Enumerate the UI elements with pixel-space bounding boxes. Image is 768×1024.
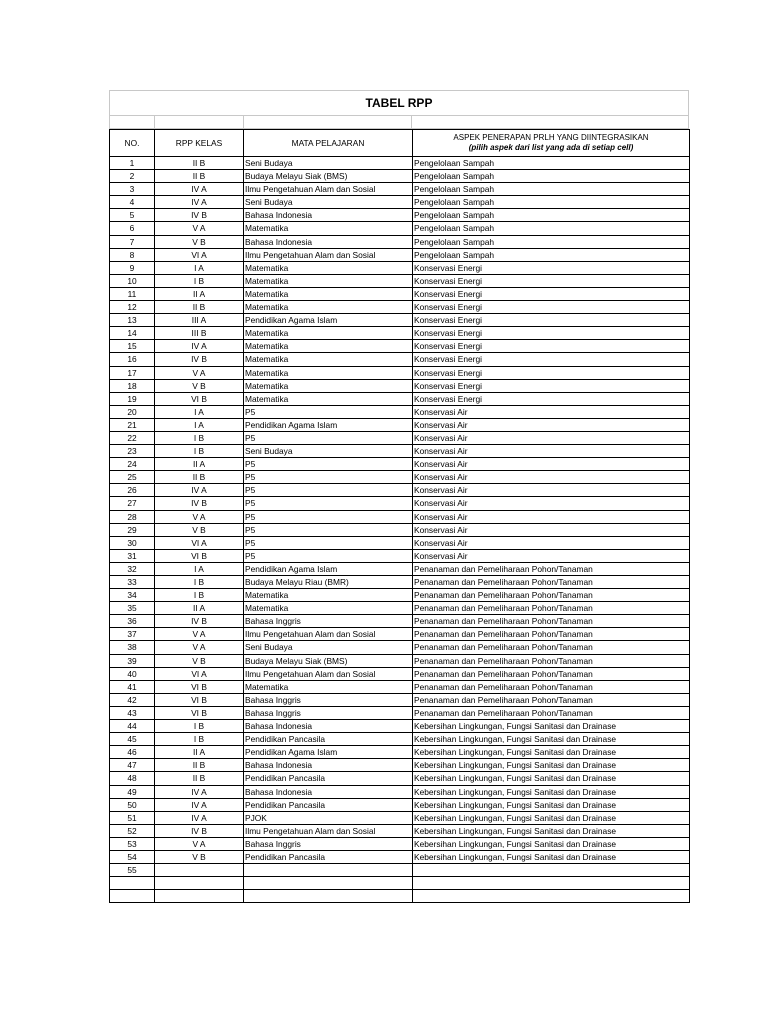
table-row: [110, 549, 690, 562]
cell-no: 33: [110, 576, 155, 589]
cell-no: 40: [110, 667, 155, 680]
table-row: [110, 405, 690, 418]
cell-no: 21: [110, 418, 155, 431]
cell-aspek: Penanaman dan Pemeliharaan Pohon/Tanaman: [413, 576, 690, 589]
cell-rpp-kelas: I B: [155, 720, 244, 733]
cell-no: 19: [110, 392, 155, 405]
cell-rpp-kelas: II B: [155, 170, 244, 183]
table-row: [110, 471, 690, 484]
cell-rpp-kelas: V A: [155, 641, 244, 654]
table-row: [110, 261, 690, 274]
cell-no: 48: [110, 772, 155, 785]
table-row: [110, 157, 690, 170]
cell-rpp-kelas: V A: [155, 366, 244, 379]
cell-aspek: Konservasi Air: [413, 471, 690, 484]
cell-rpp-kelas: V B: [155, 850, 244, 863]
cell-mata-pelajaran: [244, 890, 413, 903]
cell-mata-pelajaran: Matematika: [244, 274, 413, 287]
cell-aspek: Konservasi Energi: [413, 392, 690, 405]
cell-rpp-kelas: III A: [155, 314, 244, 327]
cell-rpp-kelas: V A: [155, 837, 244, 850]
cell-rpp-kelas: IV B: [155, 497, 244, 510]
cell-aspek: Konservasi Energi: [413, 261, 690, 274]
cell-mata-pelajaran: Budaya Melayu Siak (BMS): [244, 170, 413, 183]
table-row: [110, 772, 690, 785]
cell-rpp-kelas: VI B: [155, 392, 244, 405]
cell-mata-pelajaran: Matematika: [244, 353, 413, 366]
table-row: [110, 209, 690, 222]
cell-aspek: Penanaman dan Pemeliharaan Pohon/Tanaman: [413, 641, 690, 654]
cell-mata-pelajaran: Bahasa Indonesia: [244, 759, 413, 772]
cell-no: 38: [110, 641, 155, 654]
cell-mata-pelajaran: Bahasa Inggris: [244, 837, 413, 850]
cell-no: 11: [110, 287, 155, 300]
cell-rpp-kelas: I B: [155, 589, 244, 602]
cell-no: 26: [110, 484, 155, 497]
table-row: [110, 654, 690, 667]
cell-rpp-kelas: IV A: [155, 484, 244, 497]
cell-mata-pelajaran: Bahasa Inggris: [244, 693, 413, 706]
cell-no: 37: [110, 628, 155, 641]
cell-rpp-kelas: IV B: [155, 615, 244, 628]
table-row: [110, 484, 690, 497]
cell-aspek: Konservasi Air: [413, 405, 690, 418]
cell-mata-pelajaran: Pendidikan Pancasila: [244, 798, 413, 811]
cell-no: 20: [110, 405, 155, 418]
cell-aspek: Pengelolaan Sampah: [413, 248, 690, 261]
cell-aspek: Pengelolaan Sampah: [413, 209, 690, 222]
cell-aspek: Konservasi Air: [413, 510, 690, 523]
cell-no: 46: [110, 746, 155, 759]
cell-mata-pelajaran: P5: [244, 484, 413, 497]
cell-mata-pelajaran: P5: [244, 523, 413, 536]
cell-aspek: Kebersihan Lingkungan, Fungsi Sanitasi dan Drainase: [413, 811, 690, 824]
cell-rpp-kelas: VI B: [155, 693, 244, 706]
cell-aspek: Pengelolaan Sampah: [413, 222, 690, 235]
rpp-table: [109, 129, 690, 903]
cell-no: 36: [110, 615, 155, 628]
header-mata-pelajaran: MATA PELAJARAN: [244, 130, 413, 157]
cell-rpp-kelas: II A: [155, 287, 244, 300]
cell-aspek: [413, 877, 690, 890]
cell-no: 22: [110, 431, 155, 444]
table-row: [110, 589, 690, 602]
cell-mata-pelajaran: Pendidikan Agama Islam: [244, 562, 413, 575]
cell-mata-pelajaran: Budaya Melayu Siak (BMS): [244, 654, 413, 667]
cell-rpp-kelas: I A: [155, 562, 244, 575]
cell-rpp-kelas: IV A: [155, 811, 244, 824]
cell-mata-pelajaran: P5: [244, 549, 413, 562]
table-row: [110, 418, 690, 431]
cell-mata-pelajaran: Matematika: [244, 301, 413, 314]
cell-no: 50: [110, 798, 155, 811]
cell-rpp-kelas: [155, 890, 244, 903]
table-row: [110, 392, 690, 405]
cell-mata-pelajaran: Matematika: [244, 261, 413, 274]
cell-no: 5: [110, 209, 155, 222]
cell-rpp-kelas: II B: [155, 157, 244, 170]
table-row: [110, 497, 690, 510]
table-row: [110, 850, 690, 863]
table-row: [110, 864, 690, 877]
cell-no: 34: [110, 589, 155, 602]
cell-no: 2: [110, 170, 155, 183]
cell-mata-pelajaran: Matematika: [244, 222, 413, 235]
cell-rpp-kelas: II B: [155, 471, 244, 484]
cell-rpp-kelas: II B: [155, 772, 244, 785]
table-row: [110, 340, 690, 353]
cell-no: 15: [110, 340, 155, 353]
table-row: [110, 877, 690, 890]
table-row: [110, 458, 690, 471]
cell-no: 31: [110, 549, 155, 562]
cell-mata-pelajaran: Matematika: [244, 680, 413, 693]
cell-aspek: Konservasi Air: [413, 458, 690, 471]
cell-aspek: [413, 864, 690, 877]
cell-mata-pelajaran: Seni Budaya: [244, 445, 413, 458]
cell-mata-pelajaran: P5: [244, 510, 413, 523]
cell-rpp-kelas: I A: [155, 261, 244, 274]
cell-no: 32: [110, 562, 155, 575]
cell-aspek: Pengelolaan Sampah: [413, 170, 690, 183]
table-row: [110, 235, 690, 248]
cell-mata-pelajaran: Bahasa Indonesia: [244, 785, 413, 798]
table-row: [110, 837, 690, 850]
table-row: [110, 720, 690, 733]
cell-rpp-kelas: V A: [155, 510, 244, 523]
table-row: [110, 445, 690, 458]
cell-no: 45: [110, 733, 155, 746]
table-row: [110, 733, 690, 746]
cell-rpp-kelas: VI B: [155, 680, 244, 693]
cell-aspek: Kebersihan Lingkungan, Fungsi Sanitasi dan Drainase: [413, 772, 690, 785]
table-row: [110, 706, 690, 719]
table-row: [110, 222, 690, 235]
cell-no: 47: [110, 759, 155, 772]
cell-no: 9: [110, 261, 155, 274]
cell-aspek: Konservasi Energi: [413, 340, 690, 353]
cell-mata-pelajaran: Matematika: [244, 602, 413, 615]
table-row: [110, 274, 690, 287]
cell-rpp-kelas: I B: [155, 274, 244, 287]
cell-aspek: Kebersihan Lingkungan, Fungsi Sanitasi dan Drainase: [413, 824, 690, 837]
cell-rpp-kelas: IV B: [155, 209, 244, 222]
cell-mata-pelajaran: Bahasa Indonesia: [244, 209, 413, 222]
cell-rpp-kelas: IV A: [155, 340, 244, 353]
cell-aspek: Konservasi Energi: [413, 379, 690, 392]
cell-no: 7: [110, 235, 155, 248]
cell-aspek: Penanaman dan Pemeliharaan Pohon/Tanaman: [413, 602, 690, 615]
cell-aspek: Konservasi Energi: [413, 287, 690, 300]
cell-aspek: Kebersihan Lingkungan, Fungsi Sanitasi dan Drainase: [413, 759, 690, 772]
cell-no: 4: [110, 196, 155, 209]
cell-rpp-kelas: I B: [155, 733, 244, 746]
cell-mata-pelajaran: Matematika: [244, 366, 413, 379]
cell-no: 30: [110, 536, 155, 549]
table-row: [110, 170, 690, 183]
cell-mata-pelajaran: Matematika: [244, 589, 413, 602]
cell-aspek: [413, 890, 690, 903]
table-row: [110, 576, 690, 589]
table-row: [110, 602, 690, 615]
cell-no: 18: [110, 379, 155, 392]
cell-no: 14: [110, 327, 155, 340]
cell-mata-pelajaran: Pendidikan Agama Islam: [244, 746, 413, 759]
table-row: [110, 196, 690, 209]
cell-rpp-kelas: V A: [155, 222, 244, 235]
blank-spacer-row: [109, 116, 689, 129]
table-row: [110, 366, 690, 379]
cell-no: 17: [110, 366, 155, 379]
table-row: [110, 248, 690, 261]
cell-no: [110, 877, 155, 890]
header-aspek-note: (pilih aspek dari list yang ada di setiap cell): [468, 143, 634, 152]
cell-mata-pelajaran: Ilmu Pengetahuan Alam dan Sosial: [244, 628, 413, 641]
cell-no: 3: [110, 183, 155, 196]
cell-aspek: Konservasi Energi: [413, 314, 690, 327]
cell-rpp-kelas: II A: [155, 458, 244, 471]
table-row: [110, 327, 690, 340]
cell-mata-pelajaran: Matematika: [244, 392, 413, 405]
cell-no: 54: [110, 850, 155, 863]
cell-rpp-kelas: I B: [155, 576, 244, 589]
cell-mata-pelajaran: Matematika: [244, 340, 413, 353]
cell-no: 1: [110, 157, 155, 170]
cell-no: 53: [110, 837, 155, 850]
cell-aspek: Konservasi Air: [413, 549, 690, 562]
cell-mata-pelajaran: Seni Budaya: [244, 157, 413, 170]
cell-mata-pelajaran: [244, 864, 413, 877]
cell-aspek: Pengelolaan Sampah: [413, 235, 690, 248]
cell-no: 29: [110, 523, 155, 536]
header-aspek-title: ASPEK PENERAPAN PRLH YANG DIINTEGRASIKAN: [453, 133, 649, 142]
cell-no: 35: [110, 602, 155, 615]
header-no: NO.: [110, 130, 155, 157]
cell-aspek: Pengelolaan Sampah: [413, 157, 690, 170]
rpp-sheet: [109, 90, 689, 903]
cell-no: 28: [110, 510, 155, 523]
cell-no: 24: [110, 458, 155, 471]
table-header-row: [110, 130, 690, 157]
table-row: [110, 785, 690, 798]
cell-aspek: Kebersihan Lingkungan, Fungsi Sanitasi dan Drainase: [413, 798, 690, 811]
cell-rpp-kelas: IV A: [155, 196, 244, 209]
cell-aspek: Kebersihan Lingkungan, Fungsi Sanitasi dan Drainase: [413, 720, 690, 733]
cell-mata-pelajaran: Bahasa Inggris: [244, 615, 413, 628]
cell-rpp-kelas: II B: [155, 301, 244, 314]
table-row: [110, 824, 690, 837]
cell-aspek: Konservasi Energi: [413, 353, 690, 366]
cell-mata-pelajaran: P5: [244, 471, 413, 484]
cell-mata-pelajaran: Pendidikan Pancasila: [244, 772, 413, 785]
cell-aspek: Kebersihan Lingkungan, Fungsi Sanitasi dan Drainase: [413, 837, 690, 850]
table-row: [110, 314, 690, 327]
cell-rpp-kelas: [155, 877, 244, 890]
cell-no: [110, 890, 155, 903]
table-row: [110, 811, 690, 824]
cell-aspek: Konservasi Energi: [413, 327, 690, 340]
cell-aspek: Penanaman dan Pemeliharaan Pohon/Tanaman: [413, 680, 690, 693]
cell-rpp-kelas: V B: [155, 235, 244, 248]
cell-rpp-kelas: V B: [155, 523, 244, 536]
cell-rpp-kelas: IV A: [155, 798, 244, 811]
table-row: [110, 615, 690, 628]
cell-rpp-kelas: I A: [155, 418, 244, 431]
cell-mata-pelajaran: Pendidikan Agama Islam: [244, 314, 413, 327]
cell-no: 42: [110, 693, 155, 706]
cell-aspek: Penanaman dan Pemeliharaan Pohon/Tanaman: [413, 693, 690, 706]
cell-aspek: Pengelolaan Sampah: [413, 183, 690, 196]
table-row: [110, 379, 690, 392]
cell-mata-pelajaran: Bahasa Indonesia: [244, 235, 413, 248]
cell-no: 23: [110, 445, 155, 458]
header-aspek: [413, 130, 690, 157]
table-row: [110, 746, 690, 759]
table-row: [110, 641, 690, 654]
cell-mata-pelajaran: Ilmu Pengetahuan Alam dan Sosial: [244, 824, 413, 837]
cell-rpp-kelas: II A: [155, 746, 244, 759]
cell-aspek: Pengelolaan Sampah: [413, 196, 690, 209]
cell-rpp-kelas: VI A: [155, 248, 244, 261]
cell-aspek: Konservasi Energi: [413, 274, 690, 287]
cell-rpp-kelas: IV A: [155, 183, 244, 196]
cell-aspek: Kebersihan Lingkungan, Fungsi Sanitasi dan Drainase: [413, 785, 690, 798]
cell-no: 10: [110, 274, 155, 287]
cell-no: 55: [110, 864, 155, 877]
table-row: [110, 301, 690, 314]
cell-mata-pelajaran: Bahasa Inggris: [244, 706, 413, 719]
table-row: [110, 536, 690, 549]
cell-mata-pelajaran: Bahasa Indonesia: [244, 720, 413, 733]
table-row: [110, 693, 690, 706]
cell-mata-pelajaran: P5: [244, 431, 413, 444]
table-row: [110, 510, 690, 523]
cell-aspek: Penanaman dan Pemeliharaan Pohon/Tanaman: [413, 589, 690, 602]
cell-aspek: Konservasi Air: [413, 445, 690, 458]
cell-no: 41: [110, 680, 155, 693]
cell-mata-pelajaran: Seni Budaya: [244, 196, 413, 209]
table-row: [110, 890, 690, 903]
cell-mata-pelajaran: Pendidikan Pancasila: [244, 733, 413, 746]
cell-mata-pelajaran: Ilmu Pengetahuan Alam dan Sosial: [244, 183, 413, 196]
cell-aspek: Konservasi Air: [413, 484, 690, 497]
header-rpp-kelas: RPP KELAS: [155, 130, 244, 157]
cell-mata-pelajaran: PJOK: [244, 811, 413, 824]
cell-aspek: Penanaman dan Pemeliharaan Pohon/Tanaman: [413, 628, 690, 641]
cell-aspek: Konservasi Air: [413, 418, 690, 431]
cell-aspek: Konservasi Energi: [413, 366, 690, 379]
cell-mata-pelajaran: Matematika: [244, 287, 413, 300]
cell-aspek: Konservasi Air: [413, 536, 690, 549]
cell-mata-pelajaran: Matematika: [244, 327, 413, 340]
cell-rpp-kelas: I A: [155, 405, 244, 418]
cell-rpp-kelas: I B: [155, 431, 244, 444]
cell-mata-pelajaran: Matematika: [244, 379, 413, 392]
cell-no: 49: [110, 785, 155, 798]
cell-mata-pelajaran: Pendidikan Pancasila: [244, 850, 413, 863]
cell-mata-pelajaran: P5: [244, 536, 413, 549]
cell-rpp-kelas: I B: [155, 445, 244, 458]
table-row: [110, 183, 690, 196]
table-row: [110, 562, 690, 575]
table-row: [110, 680, 690, 693]
cell-rpp-kelas: V B: [155, 379, 244, 392]
sheet-title: TABEL RPP: [109, 90, 689, 116]
cell-rpp-kelas: V B: [155, 654, 244, 667]
cell-aspek: Penanaman dan Pemeliharaan Pohon/Tanaman: [413, 654, 690, 667]
cell-mata-pelajaran: Ilmu Pengetahuan Alam dan Sosial: [244, 667, 413, 680]
cell-aspek: Konservasi Energi: [413, 301, 690, 314]
table-row: [110, 798, 690, 811]
table-row: [110, 287, 690, 300]
cell-rpp-kelas: VI B: [155, 706, 244, 719]
cell-rpp-kelas: VI A: [155, 536, 244, 549]
cell-mata-pelajaran: Pendidikan Agama Islam: [244, 418, 413, 431]
cell-no: 27: [110, 497, 155, 510]
cell-rpp-kelas: II A: [155, 602, 244, 615]
cell-rpp-kelas: V A: [155, 628, 244, 641]
cell-aspek: Kebersihan Lingkungan, Fungsi Sanitasi dan Drainase: [413, 746, 690, 759]
cell-rpp-kelas: IV B: [155, 824, 244, 837]
table-row: [110, 523, 690, 536]
cell-aspek: Konservasi Air: [413, 497, 690, 510]
cell-rpp-kelas: [155, 864, 244, 877]
cell-no: 39: [110, 654, 155, 667]
cell-no: 43: [110, 706, 155, 719]
cell-no: 52: [110, 824, 155, 837]
cell-mata-pelajaran: [244, 877, 413, 890]
cell-aspek: Penanaman dan Pemeliharaan Pohon/Tanaman: [413, 706, 690, 719]
cell-rpp-kelas: III B: [155, 327, 244, 340]
cell-mata-pelajaran: Budaya Melayu Riau (BMR): [244, 576, 413, 589]
cell-mata-pelajaran: P5: [244, 497, 413, 510]
cell-aspek: Konservasi Air: [413, 431, 690, 444]
cell-rpp-kelas: VI A: [155, 667, 244, 680]
cell-no: 12: [110, 301, 155, 314]
cell-mata-pelajaran: P5: [244, 405, 413, 418]
cell-aspek: Penanaman dan Pemeliharaan Pohon/Tanaman: [413, 562, 690, 575]
cell-no: 44: [110, 720, 155, 733]
cell-aspek: Penanaman dan Pemeliharaan Pohon/Tanaman: [413, 667, 690, 680]
cell-aspek: Penanaman dan Pemeliharaan Pohon/Tanaman: [413, 615, 690, 628]
cell-no: 6: [110, 222, 155, 235]
cell-mata-pelajaran: Ilmu Pengetahuan Alam dan Sosial: [244, 248, 413, 261]
cell-no: 13: [110, 314, 155, 327]
table-row: [110, 431, 690, 444]
cell-rpp-kelas: IV B: [155, 353, 244, 366]
cell-aspek: Kebersihan Lingkungan, Fungsi Sanitasi dan Drainase: [413, 850, 690, 863]
table-row: [110, 628, 690, 641]
cell-rpp-kelas: IV A: [155, 785, 244, 798]
cell-no: 51: [110, 811, 155, 824]
cell-aspek: Kebersihan Lingkungan, Fungsi Sanitasi dan Drainase: [413, 733, 690, 746]
cell-mata-pelajaran: Seni Budaya: [244, 641, 413, 654]
table-row: [110, 759, 690, 772]
table-row: [110, 667, 690, 680]
table-row: [110, 353, 690, 366]
cell-aspek: Konservasi Air: [413, 523, 690, 536]
cell-no: 25: [110, 471, 155, 484]
cell-mata-pelajaran: P5: [244, 458, 413, 471]
cell-rpp-kelas: II B: [155, 759, 244, 772]
cell-rpp-kelas: VI B: [155, 549, 244, 562]
table-body: [110, 157, 690, 903]
cell-no: 16: [110, 353, 155, 366]
cell-no: 8: [110, 248, 155, 261]
